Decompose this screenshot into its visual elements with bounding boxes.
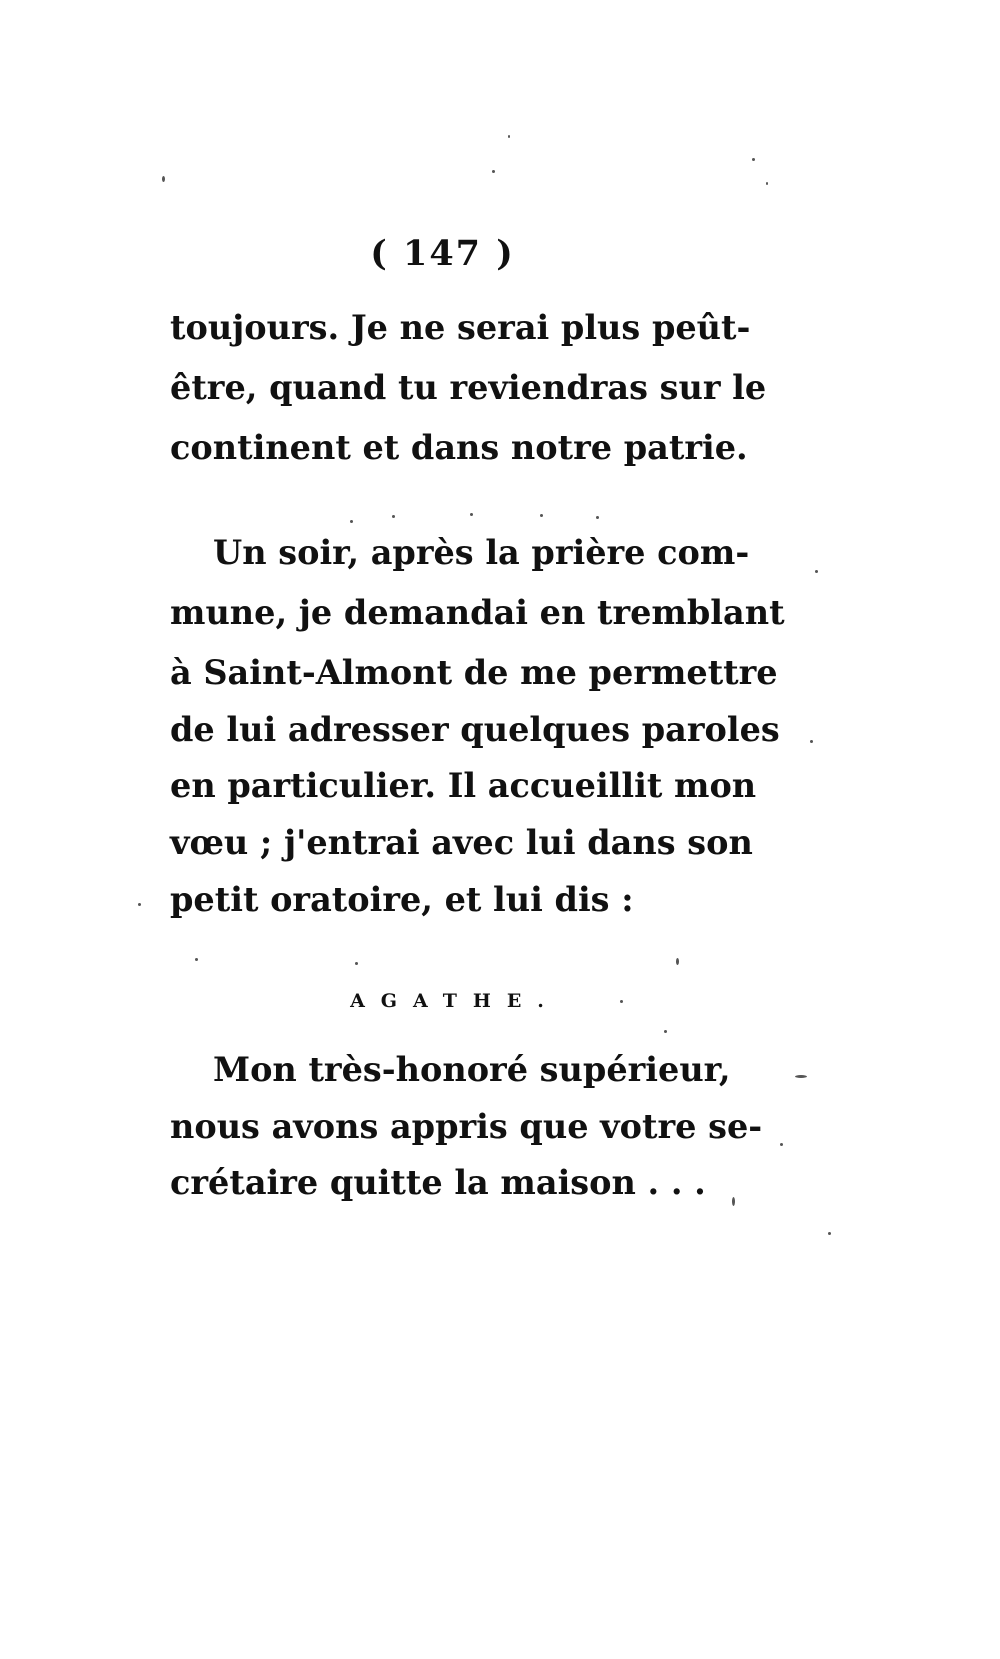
scan-speck: [508, 135, 510, 138]
scan-speck: [828, 1232, 831, 1235]
text-line: toujours. Je ne serai plus peût-: [170, 308, 751, 347]
speaker-heading: AGATHE.: [350, 990, 560, 1012]
text-line: continent et dans notre patrie.: [170, 428, 748, 467]
scan-speck: [815, 570, 818, 573]
scan-speck: [350, 520, 353, 523]
scan-speck: [162, 176, 165, 182]
text-line: en particulier. Il accueillit mon: [170, 766, 757, 805]
page-number: ( 147 ): [370, 233, 515, 274]
scan-speck: [676, 958, 679, 965]
text-line: crétaire quitte la maison . . .: [170, 1163, 706, 1202]
scan-speck: [138, 903, 141, 906]
scan-speck: [780, 1143, 783, 1146]
text-line: Un soir, après la prière com-: [213, 533, 750, 572]
scan-speck: [620, 1000, 623, 1003]
scan-speck: [732, 1197, 735, 1206]
scan-speck: [766, 182, 768, 185]
scan-speck: [795, 1075, 807, 1078]
text-line: à Saint-Almont de me permettre: [170, 653, 778, 692]
scan-speck: [355, 962, 358, 965]
text-line: être, quand tu reviendras sur le: [170, 368, 767, 407]
scan-speck: [540, 514, 543, 517]
scan-speck: [195, 958, 198, 961]
scan-speck: [752, 158, 755, 161]
text-line: petit oratoire, et lui dis :: [170, 880, 634, 919]
scan-speck: [810, 740, 813, 743]
text-line: de lui adresser quelques paroles: [170, 710, 780, 749]
text-line: Mon très-honoré supérieur,: [213, 1050, 731, 1089]
text-line: mune, je demandai en tremblant: [170, 593, 785, 632]
scan-speck: [392, 515, 395, 518]
scan-speck: [492, 170, 495, 173]
scan-speck: [596, 516, 599, 519]
text-line: nous avons appris que votre se-: [170, 1107, 763, 1146]
scan-speck: [470, 513, 473, 516]
text-line: vœu ; j'entrai avec lui dans son: [170, 823, 753, 862]
scan-speck: [664, 1030, 667, 1033]
